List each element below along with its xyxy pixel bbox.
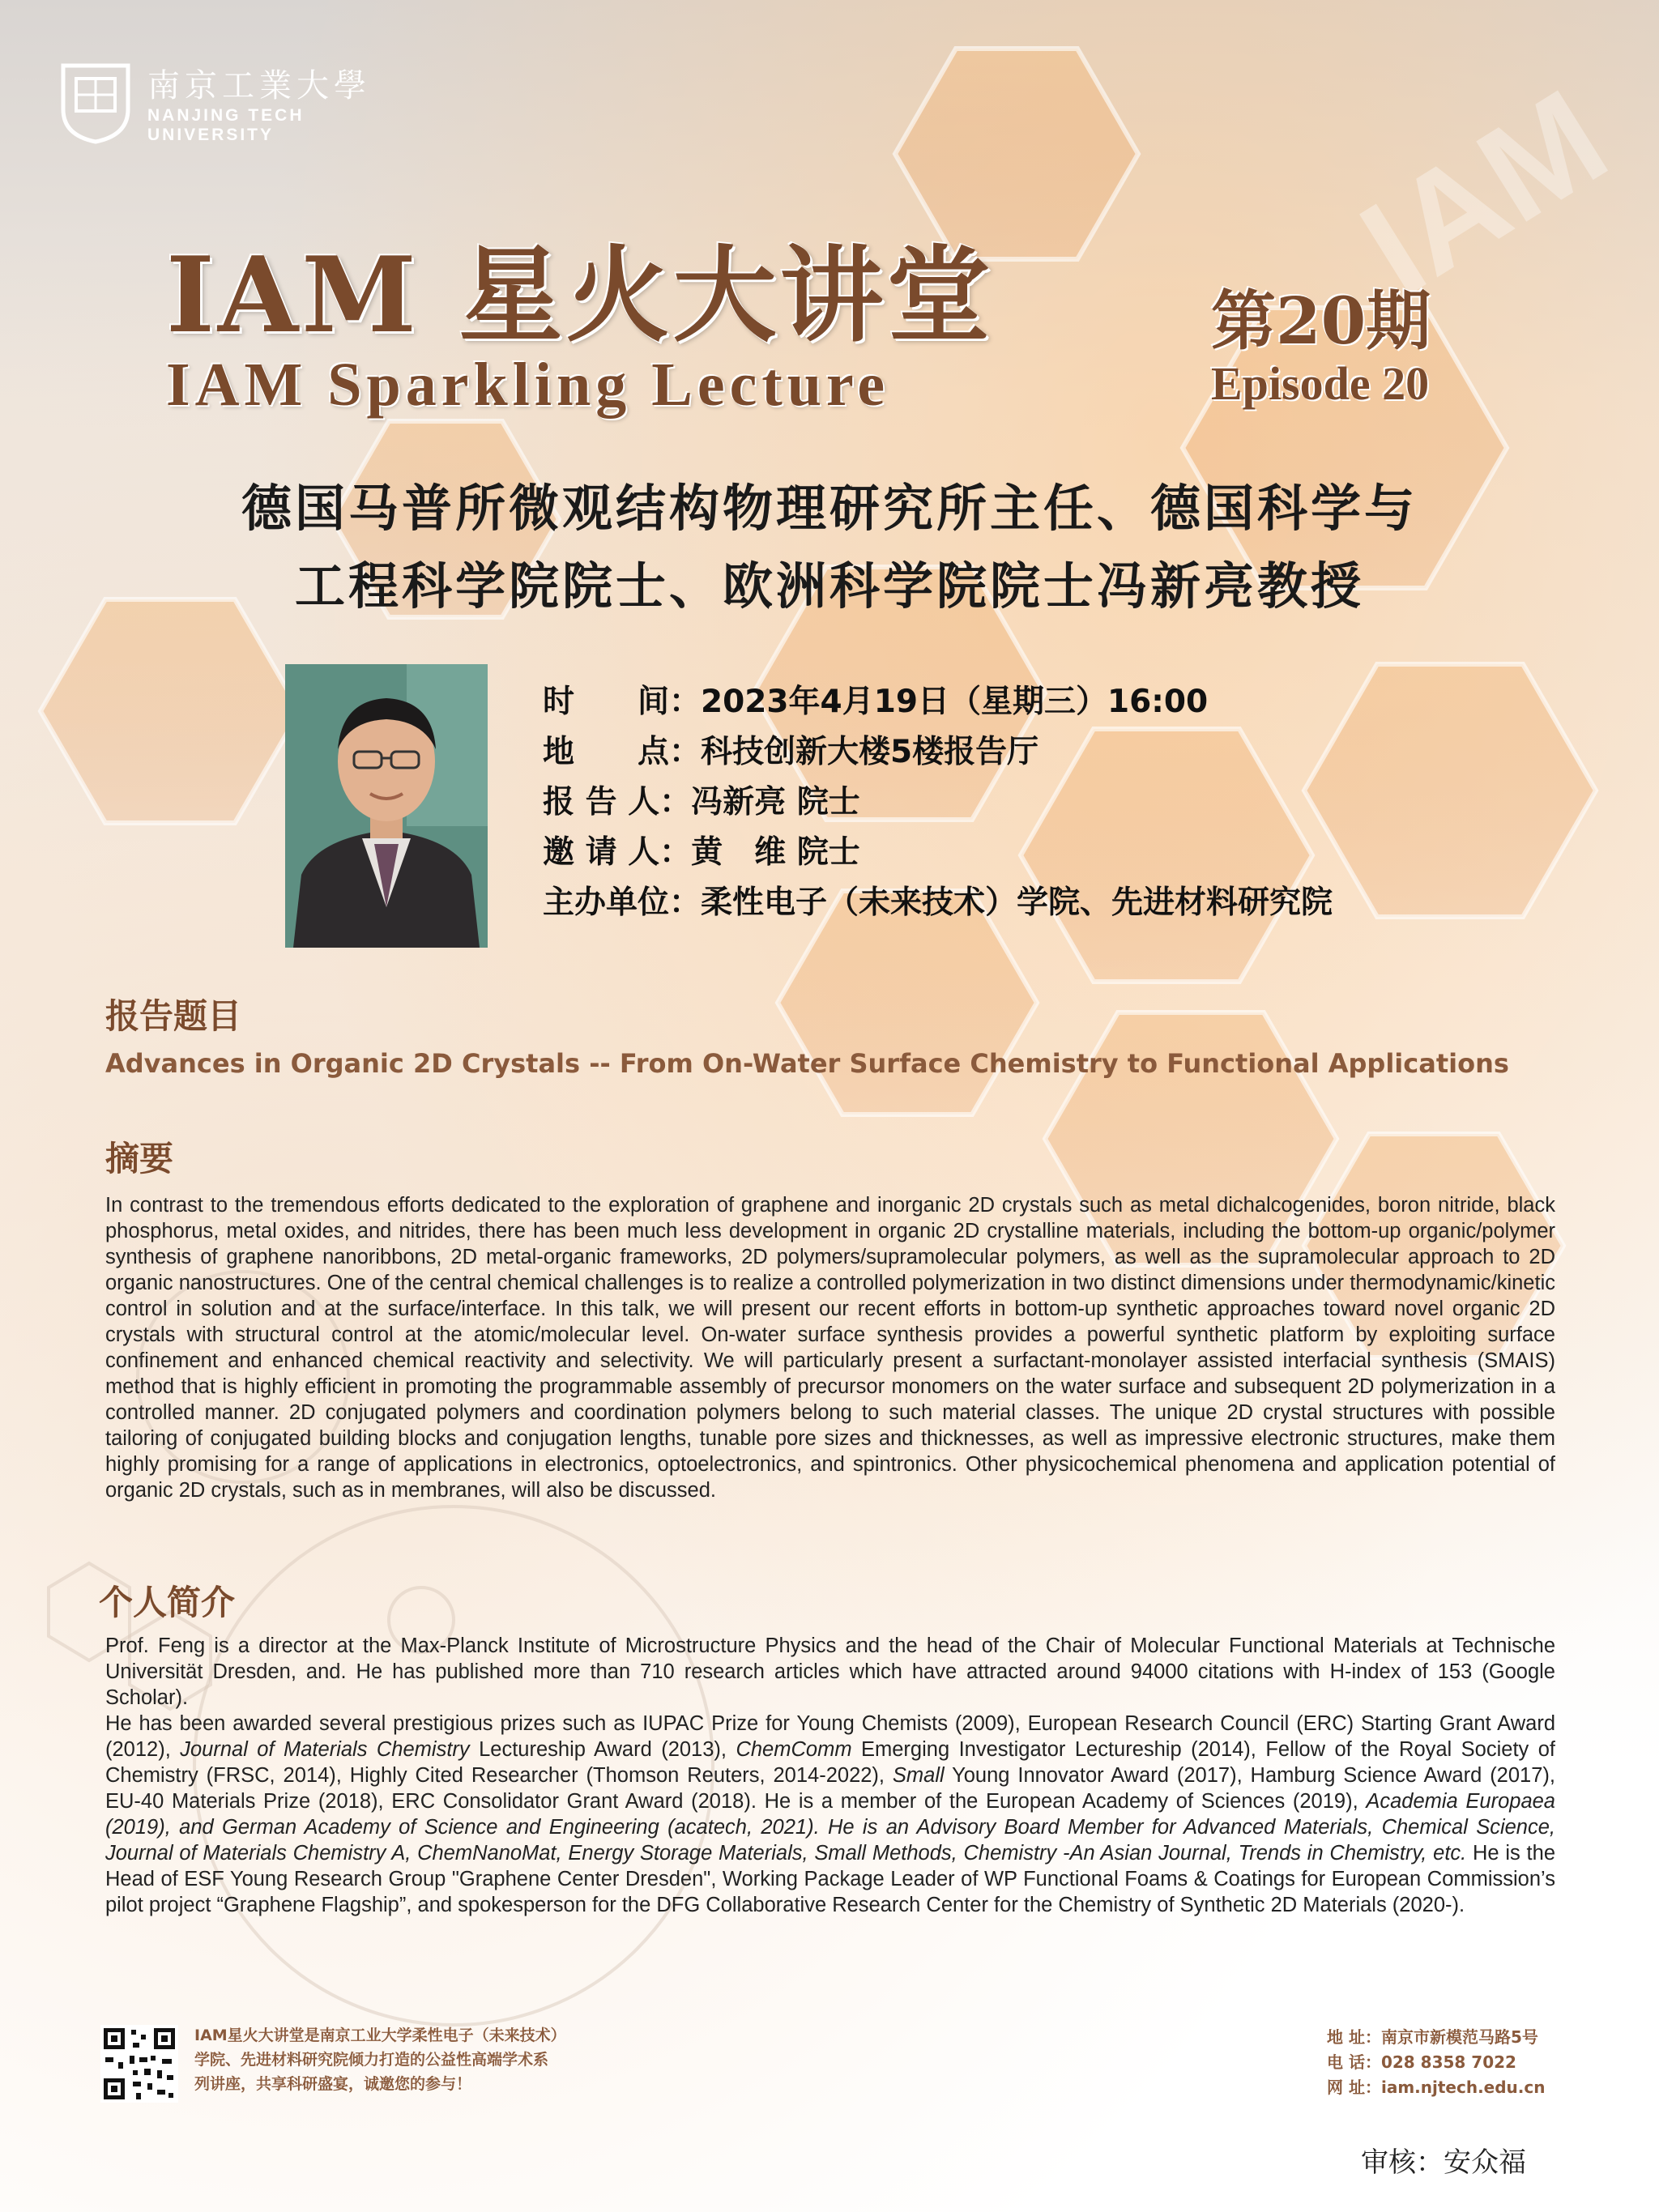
footer-desc-line-1: IAM星火大讲堂是南京工业大学柔性电子（未来技术） [194,2027,566,2044]
bio-p2-i: He is the Head of ESF Young Research Group "Graphene Center Dresden", Working Package Leader of WP Functional Foams & Coatings for European Commission’s pilot project “Graphene Flagship”, and spokesperson for the DFG Collaborative Research Center for the Chemistry of Synthetic 2D Materials (2020-). [105,1842,1556,1916]
info-organizer-key: 主办单位： [543,884,702,921]
topic-text: Advances in Organic 2D Crystals -- From On-Water Surface Chemistry to Functional Applications [105,1048,1509,1079]
lecture-title-cn: IAM 星火大讲堂 [166,235,994,356]
footer-desc-line-2: 学院、先进材料研究院倾力打造的公益性高端学术系 [194,2051,549,2069]
qr-code[interactable] [100,2025,178,2103]
bio-p2-a: He has been awarded several prestigious prizes such as IUPAC Prize for Young Chemists (2009), European Research Council (ERC) Starting Grant Award (2012), [105,1712,1555,1761]
bio-p2-journal: Journal of Materials Chemistry [180,1738,470,1761]
iam-watermark: IAM [1336,60,1632,326]
university-seal-icon [58,61,133,145]
speaker-title-line-1: 德国马普所微观结构物理研究所主任、德国科学与 [241,479,1418,538]
bio-p2-c: Lectureship Award (2013), [469,1738,736,1761]
info-speaker [543,778,1333,828]
university-logo [58,60,371,145]
bio-paragraph-2 [105,1711,1555,1918]
bio-text [105,1633,1555,1918]
reviewer-note: 审核：安众福 [1361,2146,1526,2179]
university-name-cn: 南京工業大學 [147,67,371,104]
speaker-portrait-icon [285,664,488,948]
abstract-text: In contrast to the tremendous efforts dedicated to the exploration of graphene and inorganic 2D crystals such as metal dichalcogenides, boron nitride, black phosphorus, metal oxides, and nitrides, there has been much less development in organic 2D crystalline materials, including the bottom-up organic/polymer synthesis of graphene nanoribbons, 2D metal-organic frameworks, 2D polymers/supramolecular polymers, as well as the supramolecular approach to 2D organic nanostructures. One of the central chemical challenges is to realize a controlled polymerization in two distinct dimensions under thermodynamic/kinetic control in solution and at the surface/interface. In this talk, we will present our recent efforts in bottom-up synthetic approaches toward novel organic 2D crystals with structural control at the atomic/molecular level. On-water surface synthesis provides a powerful synthetic platform by exploiting surface confinement and enhanced chemical reactivity and selectivity. We will particularly present a surfactant-monolayer assisted interfacial synthesis (SMAIS) method that is highly efficient in promoting the programmable assembly of precursor monomers on the water surface and subsequent 2D polymerization in a controlled manner. 2D conjugated polymers and coordination polymers belong to such material classes. The unique 2D crystal structures with possible tailoring of conjugated building blocks and conjugation lengths, tunable pore sizes and thicknesses, as well as impressive electronic structures, make them highly promising for a range of applications in electronics, optoelectronics, and spintronics. Other physicochemical phenomena and application potential of organic 2D crystals, such as in membranes, will also be discussed. [105,1194,1555,1502]
bio-p2-g: Young Innovator Award (2017), Hamburg Science Award (2017), EU-40 Materials Prize (2018), ERC Consolidator Grant Award (2018). He is a member of the European Academy of Sciences (2019), [105,1764,1555,1813]
university-name-en-1: NANJING TECH [147,106,305,125]
footer-address: 地 址：南京市新模范马路5号 [1327,2027,1538,2047]
qr-code-icon [100,2025,178,2103]
info-speaker-key: 报 告 人： [543,784,692,820]
info-location-value: 科技创新大楼5楼报告厅 [701,734,1039,770]
info-organizer [543,878,1333,928]
episode-cn: 第20期 [1211,283,1431,359]
info-speaker-value: 冯新亮 院士 [691,784,860,820]
episode-en: Episode 20 [1211,357,1430,410]
bio-p2-small: Small [892,1764,945,1787]
info-location-key: 地 点： [543,734,702,770]
abstract-heading: 摘要 [105,1139,174,1178]
speaker-title-line-2: 工程科学院院士、欧洲科学院院士冯新亮教授 [294,556,1364,616]
footer-description [194,2023,566,2096]
info-location [543,727,1333,778]
event-info [543,677,1333,928]
lecture-title-en: IAM Sparkling Lecture [166,351,890,419]
info-time [543,677,1333,727]
info-organizer-value: 柔性电子（未来技术）学院、先进材料研究院 [701,884,1333,921]
bio-p2-e: Emerging Investigator Lectureship (2014), Fellow of the Royal Society of Chemistry (FRSC, 2014), Highly Cited Researcher (Thomson Reuters, 2014-2022), [105,1738,1555,1787]
bio-heading: 个人简介 [99,1583,236,1622]
footer-desc-line-3: 列讲座，共享科研盛宴，诚邀您的参与！ [194,2075,472,2093]
info-inviter [543,828,1333,878]
footer-contact [1327,2025,1545,2100]
info-inviter-key: 邀 请 人： [543,834,692,871]
speaker-title [0,470,1659,625]
bio-paragraph-1: Prof. Feng is a director at the Max-Planck Institute of Microstructure Physics and the head of the Chair of Molecular Functional Materials at Technische Universität Dresden, and. He has published more than 710 research articles which have attracted around 94000 citations with H-index of 153 (Google Scholar). [105,1634,1555,1709]
info-time-key: 时 间： [543,684,702,720]
info-time-value: 2023年4月19日（星期三）16:00 [701,684,1209,720]
topic-heading: 报告题目 [105,996,242,1036]
speaker-photo [285,664,488,948]
footer-phone: 电 话：028 8358 7022 [1327,2052,1516,2072]
university-name-en-2: UNIVERSITY [147,126,275,144]
bio-p2-chemcomm: ChemComm [736,1738,852,1761]
bio-p2-academia: Academia Europaea (2019), and German Academy of Science and Engineering (acatech, 2021). He is an Advisory Board Member for Advanced Materials, Chemical Science, Journal of Materials Chemistry A, ChemNanoMat, Energy Storage Materials, Small Methods, Chemistry -An Asian Journal, Trends in Chemistry, etc. [105,1790,1555,1865]
footer-website[interactable]: 网 址：iam.njtech.edu.cn [1327,2078,1546,2097]
info-inviter-value: 黄 维 院士 [691,834,860,871]
